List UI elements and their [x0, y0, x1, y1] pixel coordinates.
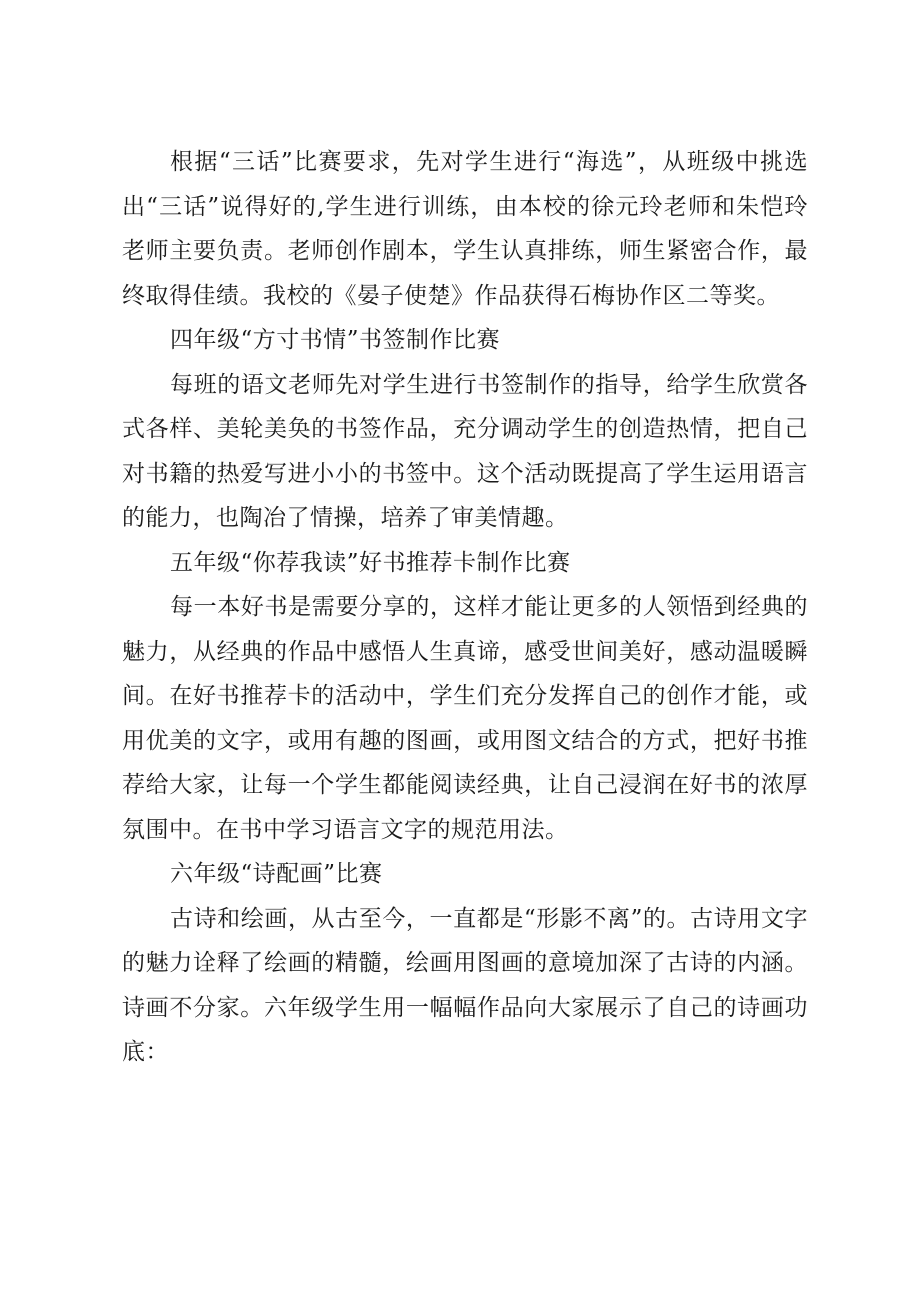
paragraph-bookmark-activity: 每班的语文老师先对学生进行书签制作的指导，给学生欣赏各式各样、美轮美奂的书签作品，充分调动学生的创造热情，把自己对书籍的热爱写进小小的书签中。这个活动既提高了学生运用语言的能力，也陶冶了情操，培养了审美情趣。 — [122, 371, 808, 531]
paragraph-poem-painting: 古诗和绘画，从古至今，一直都是“形影不离”的。古诗用文字的魅力诠释了绘画的精髓，绘画用图画的意境加深了古诗的内涵。诗画不分家。六年级学生用一幅幅作品向大家展示了自己的诗画功底： — [122, 905, 808, 1065]
heading-grade-five-book-card-contest: 五年级“你荐我读”好书推荐卡制作比赛 — [170, 549, 571, 576]
paragraph-three-talks-contest: 根据“三话”比赛要求，先对学生进行“海选”，从班级中挑选出“三话”说得好的,学生进行训练，由本校的徐元玲老师和朱恺玲老师主要负责。老师创作剧本，学生认真排练，师生紧密合作，最终取得佳绩。我校的《晏子使楚》作品获得石梅协作区二等奖。 — [122, 149, 808, 309]
heading-grade-four-bookmark-contest: 四年级“方寸书情”书签制作比赛 — [170, 327, 501, 353]
heading-grade-six-poem-painting-contest: 六年级“诗配画”比赛 — [170, 861, 383, 887]
document-body — [122, 140, 808, 1075]
paragraph-book-recommendation: 每一本好书是需要分享的，这样才能让更多的人领悟到经典的魅力，从经典的作品中感悟人生真谛，感受世间美好，感动温暖瞬间。在好书推荐卡的活动中，学生们充分发挥自己的创作才能，或用优美的文字，或用有趣的图画，或用图文结合的方式，把好书推荐给大家，让每一个学生都能阅读经典，让自己浸润在好书的浓厚氛围中。在书中学习语言文字的规范用法。 — [122, 594, 808, 843]
